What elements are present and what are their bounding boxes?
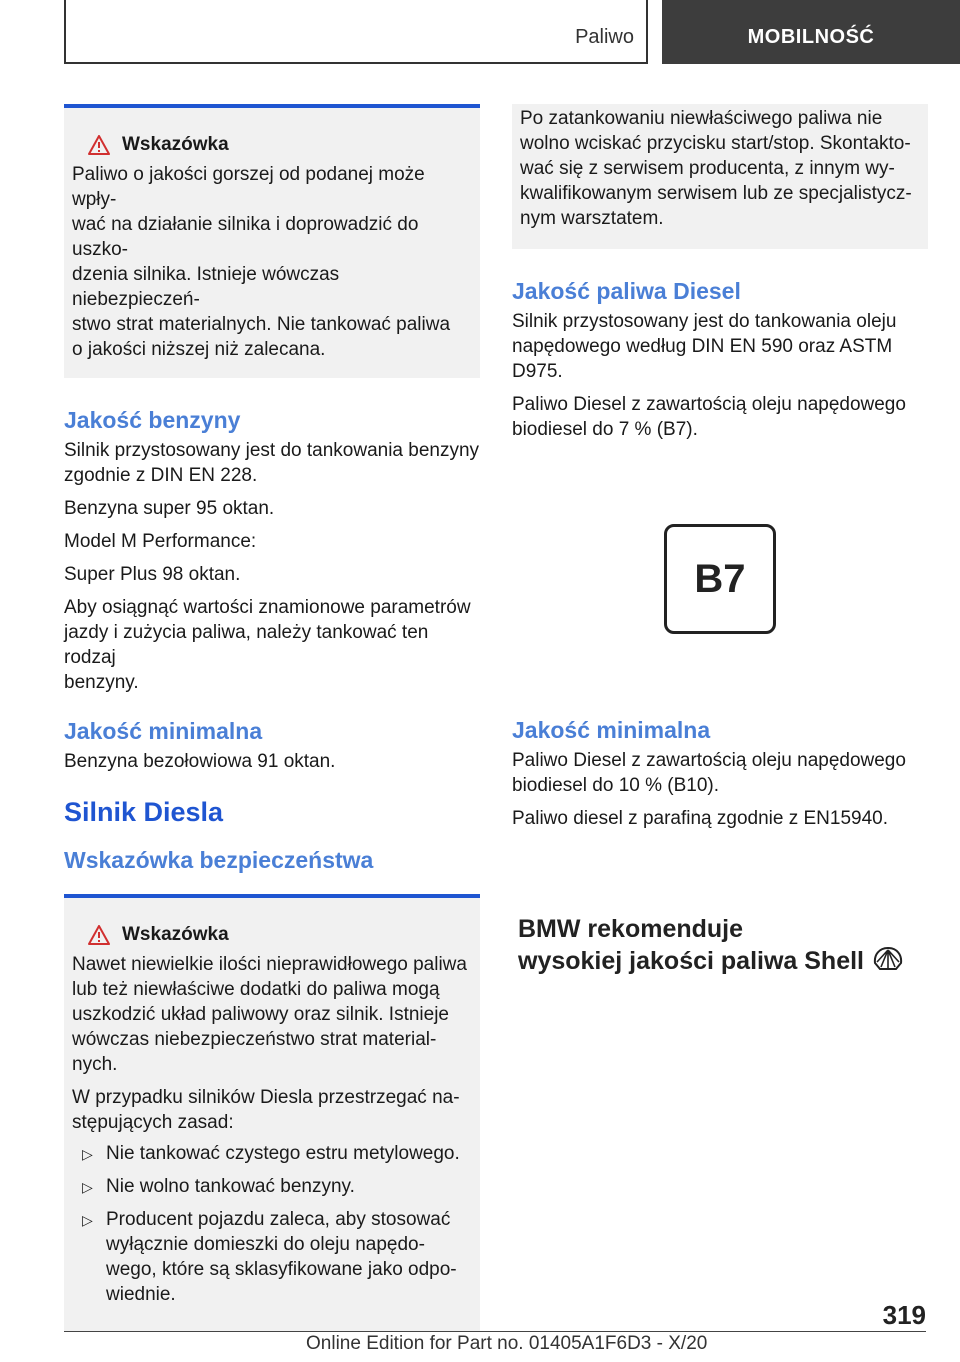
note-title: Wskazówka — [122, 924, 229, 945]
diesel-engine-heading: Silnik Diesla — [64, 797, 224, 827]
shell-recommendation: BMW rekomenduje wysokiej jakości paliwa Shell — [512, 913, 928, 977]
min-quality-heading-diesel: Jakość minimalna — [512, 717, 711, 743]
note-title: Wskazówka — [122, 134, 229, 155]
note-header — [88, 134, 472, 156]
petrol-paragraph-5: Aby osiągnąć wartości znamionowe parametrów jazdy i zużycia paliwa, należy tankować ten rodzaj benzyny. — [64, 597, 471, 693]
page-number: 319 — [882, 1300, 926, 1330]
petrol-paragraph-4: Super Plus 98 oktan. — [64, 564, 241, 585]
header-chapter-tab: MOBILNOŚĆ — [662, 0, 960, 64]
diesel-quality-heading: Jakość paliwa Diesel — [512, 278, 741, 304]
safety-note-heading: Wskazówka bezpieczeństwa — [64, 847, 374, 873]
min-quality-text-diesel-2: Paliwo diesel z parafiną zgodnie z EN15940. — [512, 808, 889, 829]
right-column — [512, 104, 928, 977]
min-quality-text-petrol: Benzyna bezołowiowa 91 oktan. — [64, 751, 336, 772]
diesel-paragraph-2: Paliwo Diesel z zawartością oleju napędowego biodiesel do 7 % (B7). — [512, 394, 906, 440]
list-item: ▷ Nie tankować czystego estru metylowego. — [72, 1141, 472, 1166]
note-header — [88, 924, 472, 946]
warning-note-2 — [64, 894, 480, 1331]
note-text: Nawet niewielkie ilości nieprawidłowego paliwa lub też niewłaściwe dodatki do paliwa mogą uszkodzić układ paliwowy oraz silnik. Istnieje wówczas niebezpieczeństwo strat material- nych. — [72, 954, 467, 1075]
petrol-paragraph-1: Silnik przystosowany jest do tankowania benzyny zgodnie z DIN EN 228. — [64, 440, 480, 486]
triangle-bullet-icon: ▷ — [82, 1146, 93, 1162]
b7-fuel-label-icon: B7 — [664, 524, 776, 634]
note-text: Po zatankowaniu niewłaściwego paliwa nie wolno wciskać przycisku start/stop. Skontakto- wać się z serwisem producenta, z innym wy- kwalifikowanym serwisem lub ze specjalistycz- nym warsztatem. — [520, 108, 912, 229]
warning-triangle-icon — [88, 925, 110, 945]
rules-list — [72, 1141, 472, 1307]
petrol-paragraph-3: Model M Performance: — [64, 531, 257, 552]
left-column — [64, 104, 480, 1331]
triangle-bullet-icon: ▷ — [82, 1212, 93, 1228]
note-text-2: W przypadku silników Diesla przestrzegać na- stępujących zasad: — [72, 1087, 460, 1133]
footer-divider — [64, 1331, 926, 1332]
petrol-quality-heading: Jakość benzyny — [64, 407, 241, 433]
warning-note-continued — [512, 104, 928, 249]
list-item: ▷ Nie wolno tankować benzyny. — [72, 1174, 472, 1199]
min-quality-text-diesel-1: Paliwo Diesel z zawartością oleju napędowego biodiesel do 10 % (B10). — [512, 750, 906, 796]
warning-note-1 — [64, 104, 480, 378]
triangle-bullet-icon: ▷ — [82, 1179, 93, 1195]
list-item: ▷ Producent pojazdu zaleca, aby stosować wyłącznie domieszki do oleju napędo- wego, które są sklasyfikowane jako odpo- wiednie. — [82, 1209, 457, 1305]
shell-logo-icon — [872, 945, 904, 973]
header-frame — [64, 0, 648, 64]
warning-triangle-icon — [88, 135, 110, 155]
min-quality-heading-petrol: Jakość minimalna — [64, 718, 263, 744]
header-section-title: Paliwo — [575, 26, 634, 48]
note-text: Paliwo o jakości gorszej od podanej może wpły- wać na działanie silnika i doprowadzić do uszko- dzenia silnika. Istnieje wówczas niebezpieczeń- stwo strat materialnych. Nie tankować paliwa o jakości niższej niż zalecana. — [72, 164, 451, 360]
footer-edition-text: Online Edition for Part no. 01405A1F6D3 - X/20 — [306, 1333, 708, 1354]
diesel-paragraph-1: Silnik przystosowany jest do tankowania oleju napędowego według DIN EN 590 oraz ASTM D975. — [512, 311, 897, 382]
petrol-paragraph-2: Benzyna super 95 oktan. — [64, 498, 275, 519]
